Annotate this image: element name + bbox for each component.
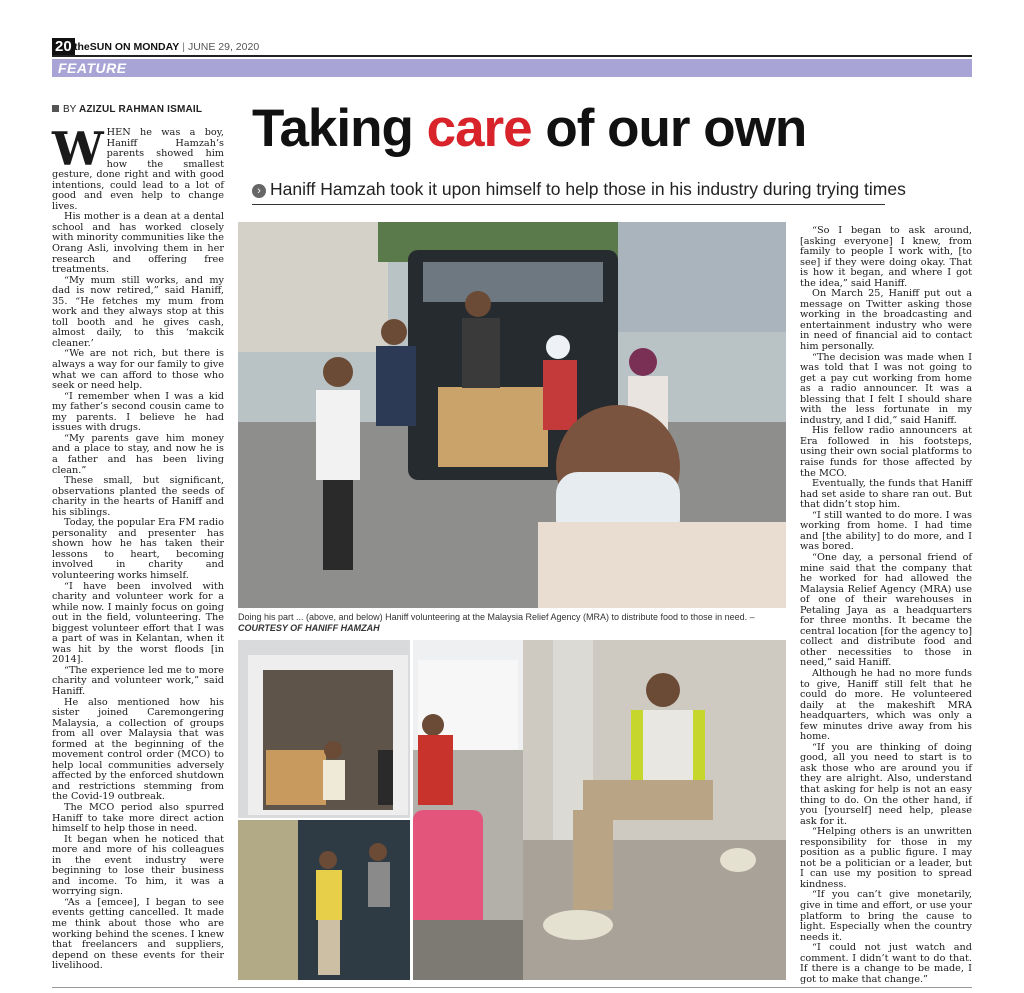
photo-caption <box>238 612 786 634</box>
article-paragraph: “One day, a personal friend of mine said that the company that he worked for had allowed the Malaysia Relief Agency (MRA) use of one of their warehouses in Petaling Jaya as a headquarters for three months. It became the central location [for the agency to] collect and distribute food and other necessities to those in need,” said Haniff. <box>800 551 972 669</box>
article-column-right <box>800 226 972 985</box>
drop-cap: W <box>52 122 104 176</box>
caption-credit: COURTESY OF HANIFF HAMZAH <box>238 623 380 633</box>
page-bottom-rule <box>52 987 972 988</box>
masthead-rule <box>52 55 972 57</box>
article-paragraph: Today, the popular Era FM radio personality and presenter has shown how he has taken their lessons to heart, becoming involved in charity and volunteering works himself. <box>52 517 224 581</box>
headline-part2: of our own <box>531 99 807 158</box>
seated-photo <box>523 640 786 980</box>
headline-part1: Taking <box>252 99 427 158</box>
article-paragraph: He also mentioned how his sister joined Caremongering Malaysia, a collection of groups from all over Malaysia that was formed at the beginning of the movement control order (MCO) to help local communities adversely affected by the enforced shutdown and restrictions stemming from the Covid-19 outbreak. <box>52 696 224 803</box>
chevron-right-icon: › <box>252 184 266 198</box>
article-paragraph: “I still wanted to do more. I was working from home. I had time and [the ability] to do more, and I was bored. <box>800 509 972 553</box>
article-paragraph: “I have been involved with charity and volunteer work for a while now. I mainly focus on going out in the field, volunteering. The biggest volunteer effort that I was a part of was in Kelantan, when it was hit by the worst floods [in 2014]. <box>52 580 224 666</box>
article-paragraph: Eventually, the funds that Haniff had set aside to share ran out. But that didn’t stop him. <box>800 478 972 511</box>
article-paragraph: “As a [emcee], I began to see events getting cancelled. It made me think about those who are working behind the scenes. I knew that freelancers and suppliers, depend on these events for their livelihood. <box>52 896 224 972</box>
article-paragraph: WHEN he was a boy, Haniff Hamzah’s parents showed him how the smallest gesture, done right and with good intentions, could lead to a lot of good and even help to change lives. <box>52 122 224 212</box>
newspaper-name <box>74 40 259 54</box>
article-paragraph: “We are not rich, but there is always a way for our family to give what we can afford to those who seek or need help. <box>52 348 224 392</box>
article-paragraph: “Helping others is an unwritten responsibility for those in my position as a public figure. I may not be a politician or a leader, but I can use my position to spread kindness. <box>800 826 972 890</box>
article-paragraph: “If you can’t give monetarily, give in time and effort, or use your platform to bring the cause to light. Especially when the country needs it. <box>800 889 972 943</box>
headline-highlight: care <box>426 99 532 158</box>
lorry-photo <box>238 640 410 818</box>
article-paragraph: His fellow radio announcers at Era followed in his footsteps, using their own social platforms to raise funds for those affected by the MCO. <box>800 425 972 479</box>
truck-photo <box>413 640 523 980</box>
page-number: 20 <box>52 38 75 55</box>
subheadline <box>252 176 906 205</box>
article-paragraph: “If you are thinking of doing good, all you need to start is to ask those who are around you if they are alright. Also, understand that asking for help is not an easy thing to do. On the other hand, if you [yourself] need help, please ask for it. <box>800 741 972 827</box>
issue-date: JUNE 29, 2020 <box>187 41 260 53</box>
byline-prefix: BY <box>63 104 77 115</box>
article-paragraph: “So I began to ask around, [asking everyone] I knew, from family to people I work with, [to see] if they were doing okay. That is how it began, and where I got the idea,” said Haniff. <box>800 225 972 289</box>
article-paragraph: These small, but significant, observations planted the seeds of charity in the hearts of Haniff and his siblings. <box>52 475 224 518</box>
article-column-left <box>52 122 224 972</box>
byline-author: AZIZUL RAHMAN ISMAIL <box>78 104 203 115</box>
article-paragraph: “My mum still works, and my dad is now retired,” said Haniff, 35. “He fetches my mum from work and they always stop at this toll booth and he gives cash, almost daily, to this ‘makcik cleaner.’ <box>52 274 224 349</box>
article-paragraph: The MCO period also spurred Haniff to take more direct action himself to help those in need. <box>52 802 224 835</box>
article-paragraph: His mother is a dean at a dental school and has worked closely with minority communities like the Orang Asli, involving them in her research and offering free treatments. <box>52 211 224 276</box>
section-bar <box>52 59 972 77</box>
article-paragraph: “The decision was made when I was told that I was not going to get a pay cut working from home as a radio announcer. It was a blessing that I felt I should share with the less fortunate in my industry, and I did,” said Haniff. <box>800 351 972 426</box>
section-label: FEATURE <box>58 60 127 76</box>
article-paragraph: It began when he noticed that more and more of his colleagues in the event industry were beginning to lose their business and income. To him, it was a worrying sign. <box>52 833 224 898</box>
article-paragraph: “I remember when I was a kid my father’s second cousin came to my parents. I believe he had issues with drugs. <box>52 390 224 434</box>
warehouse-photo <box>238 820 410 980</box>
caption-text: Doing his part ... (above, and below) Haniff volunteering at the Malaysia Relief Agency (MRA) to distribute food to those in need. – <box>238 612 755 622</box>
article-paragraph: On March 25, Haniff put out a message on Twitter asking those working in the broadcasting and entertainment industry who were in need of financial aid to contact him personally. <box>800 288 972 353</box>
byline-square-icon <box>52 105 59 112</box>
subheadline-text: Haniff Hamzah took it upon himself to help those in his industry during trying times <box>270 179 906 199</box>
paper-title: theSUN ON MONDAY <box>74 41 180 53</box>
article-paragraph: Although he had no more funds to give, Haniff still felt that he could do more. He volunteered daily at the makeshift MRA headquarters, which was only a few minutes drive away from his home. <box>800 667 972 743</box>
byline <box>52 104 202 115</box>
masthead-separator: | <box>182 41 185 53</box>
article-paragraph: “My parents gave him money and a place to stay, and now he is a father and has been living clean.” <box>52 432 224 476</box>
article-paragraph: “I could not just watch and comment. I didn’t want to do that. If there is a change to be made, I got to make that change.” <box>800 942 972 985</box>
main-photo <box>238 222 786 608</box>
article-paragraph: “The experience led me to more charity and volunteer work,” said Haniff. <box>52 664 224 697</box>
headline <box>252 98 806 160</box>
